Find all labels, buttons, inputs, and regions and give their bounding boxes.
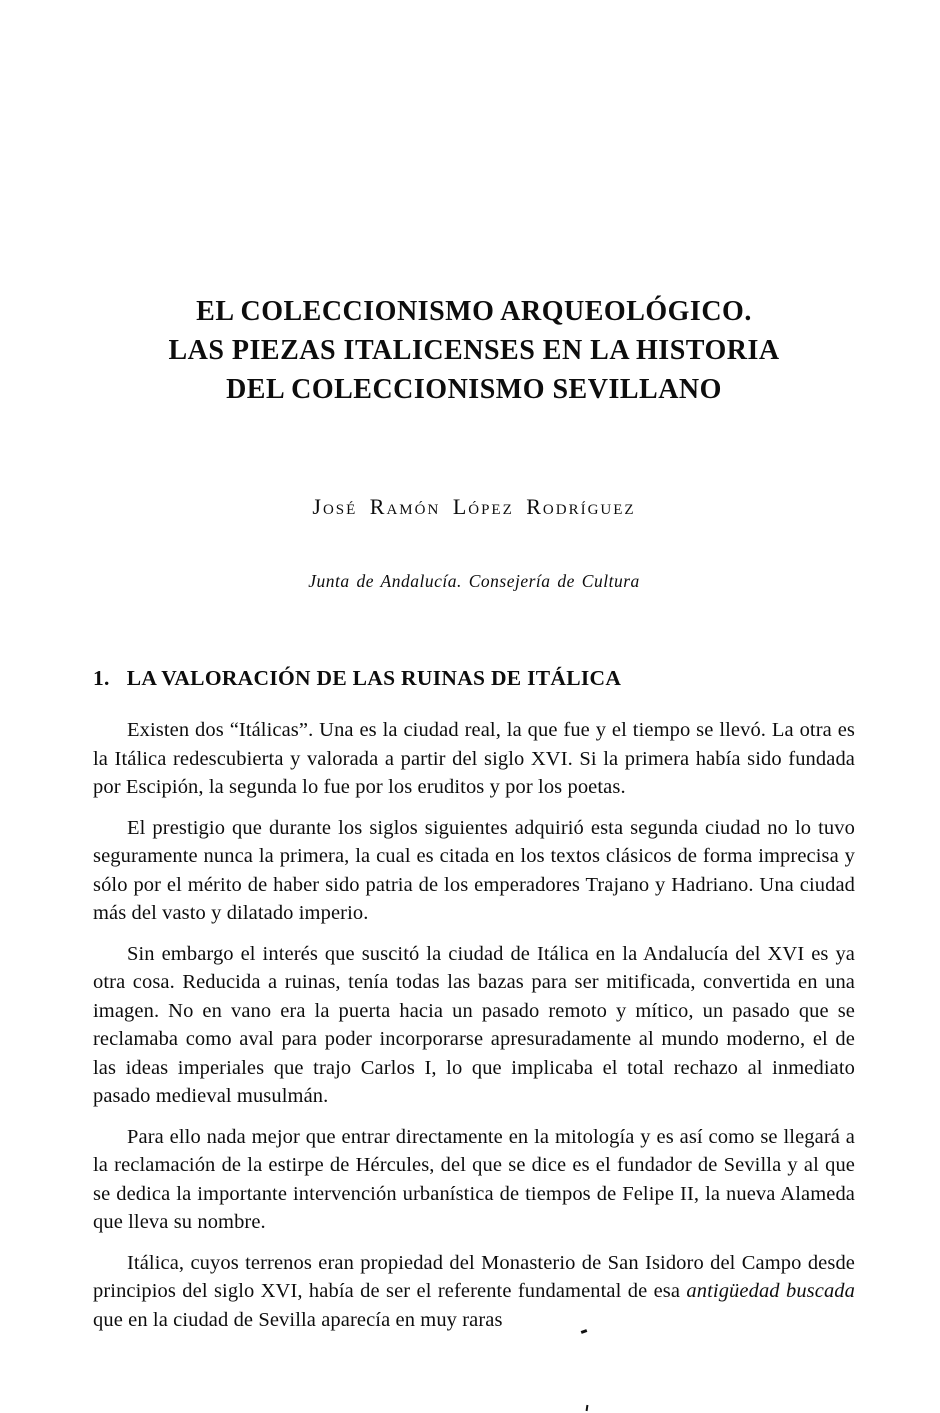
section-title: LA VALORACIÓN DE LAS RUINAS DE ITÁLICA	[126, 666, 622, 690]
article-body	[93, 716, 855, 1334]
body-paragraph-4: Para ello nada mejor que entrar directamente en la mitología y es así como se llegará a la reclamación de la estirpe de Hércules, del que se dice es el fundador de Sevilla y al que se dedica la importante intervención urbanística de tiempos de Felipe II, la nueva Alameda que lleva su nombre.	[93, 1125, 855, 1233]
title-line-2: LAS PIEZAS ITALICENSES EN LA HISTORIA	[168, 335, 780, 366]
paragraph-5-text-before: Itálica, cuyos terrenos eran propiedad del Monasterio de San Isidoro del Campo desde principios del siglo XVI, había de ser el referente fundamental de esa	[93, 1251, 855, 1302]
scan-speck-lower	[586, 1405, 589, 1411]
emphasized-phrase: antigüedad buscada	[686, 1280, 855, 1302]
body-paragraph-5	[93, 1249, 855, 1335]
title-line-1: EL COLECCIONISMO ARQUEOLÓGICO.	[196, 296, 752, 327]
section-number: 1.	[93, 666, 110, 690]
author-name: José Ramón López Rodríguez	[312, 494, 636, 519]
article-title	[93, 292, 855, 409]
author-affiliation: Junta de Andalucía. Consejería de Cultura	[308, 571, 640, 591]
body-paragraph-2: El prestigio que durante los siglos siguientes adquirió esta segunda ciudad no lo tuvo seguramente nunca la primera, la cual es citada en los textos clásicos de forma imprecisa y sólo por el mérito de haber sido patria de los emperadores Trajano y Hadriano. Una ciudad más del vasto y dilatado imperio.	[93, 816, 855, 924]
paragraph-5-text-after: que en la ciudad de Sevilla aparecía en muy raras	[93, 1308, 503, 1331]
body-paragraph-3: Sin embargo el interés que suscitó la ciudad de Itálica en la Andalucía del XVI es ya otra cosa. Reducida a ruinas, tenía todas las bazas para ser mitificada, convertida en una imagen. No en vano era la puerta hacia un pasado remoto y mítico, un pasado que se reclamaba como aval para poder incorporarse apresuradamente al mundo moderno, el de las ideas imperiales que trajo Carlos I, lo que implicaba el total rechazo al inmediato pasado medieval musulmán.	[93, 942, 855, 1107]
body-paragraph-1: Existen dos “Itálicas”. Una es la ciudad real, la que fue y el tiempo se llevó. La otra es la Itálica redescubierta y valorada a partir del siglo XVI. Si la primera había sido fundada por Escipión, la segunda lo fue por los eruditos y por los poetas.	[93, 719, 855, 798]
section-heading	[93, 665, 855, 691]
title-line-3: DEL COLECCIONISMO SEVILLANO	[226, 374, 722, 405]
